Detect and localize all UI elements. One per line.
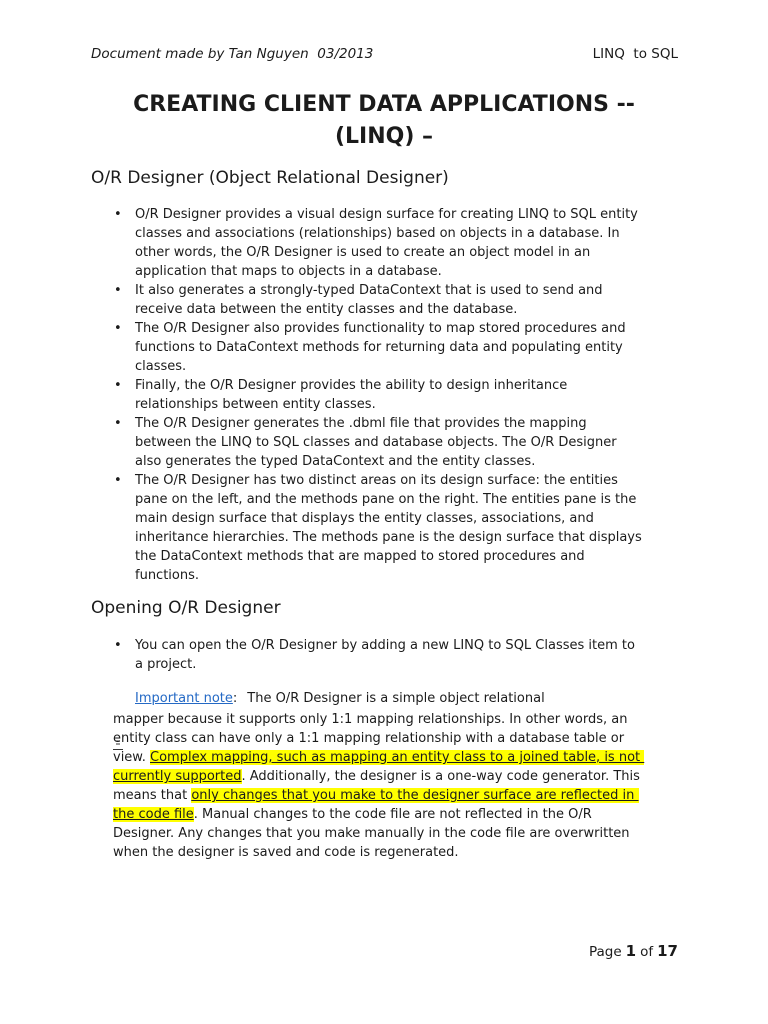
highlighted-text: currently supported [113, 769, 242, 784]
note-text: The O/R Designer is a simple object relational [247, 691, 545, 706]
text-line: pane on the left, and the methods pane on the right. The entities pane is the [135, 492, 637, 507]
bullet-text [135, 205, 713, 281]
text-line: the DataContext methods that are mapped to stored procedures and [135, 549, 585, 564]
bullet-item [113, 414, 713, 471]
text-line: Finally, the O/R Designer provides the ability to design inheritance [135, 378, 568, 393]
text-line: relationships between entity classes. [135, 397, 376, 412]
text-line: classes. [135, 359, 187, 374]
text-line: the code file. Manual changes to the code file are not reflected in the O/R [113, 807, 592, 822]
text-line: other words, the O/R Designer is used to create an object model in an [135, 245, 591, 260]
title-line: CREATING CLIENT DATA APPLICATIONS -- [133, 92, 635, 117]
bullet-text [135, 414, 713, 471]
bullet-icon: • [114, 321, 122, 336]
bullet-item [113, 471, 713, 585]
current-page-number: 1 [625, 942, 637, 960]
text-line: between the LINQ to SQL classes and database objects. The O/R Designer [135, 435, 617, 450]
bullet-icon: • [114, 207, 122, 222]
page-label: Page [588, 944, 622, 960]
text-line: mapper because it supports only 1:1 mapping relationships. In other words, an [113, 712, 628, 727]
bullet-icon: • [114, 416, 122, 431]
text-line: application that maps to objects in a database. [135, 264, 442, 279]
text-line: functions to DataContext methods for returning data and populating entity [135, 340, 623, 355]
bullet-text [135, 636, 713, 674]
page-footer [589, 941, 678, 962]
bullet-icon: • [114, 378, 122, 393]
text-line: classes and associations (relationships) based on objects in a database. In [135, 226, 620, 241]
page-title [0, 89, 768, 153]
text-line: You can open the O/R Designer by adding a new LINQ to SQL Classes item to [135, 638, 635, 653]
bullet-icon: • [114, 473, 122, 488]
note-colon: : [232, 691, 238, 706]
text-line: also generates the typed DataContext and the entity classes. [135, 454, 536, 469]
document-topic-header: LINQ to SQL [592, 46, 678, 62]
text-line: functions. [135, 568, 200, 583]
bullet-item [113, 205, 713, 281]
text-line: It also generates a strongly-typed DataContext that is used to send and [135, 283, 603, 298]
bullet-list [113, 205, 713, 585]
bullet-text [135, 471, 713, 585]
highlighted-text: only changes that you make to the designer surface are reflected in [191, 788, 639, 803]
text-line: entity class can have only a 1:1 mapping relationship with a database table or [113, 731, 625, 746]
text-line: a project. [135, 657, 197, 672]
highlighted-text: Complex mapping, such as mapping an entity class to a joined table, is not [150, 750, 645, 765]
document-author-header: Document made by Tan Nguyen 03/2013 [91, 46, 374, 62]
text-line: receive data between the entity classes and the database. [135, 302, 518, 317]
bullet-list [113, 636, 713, 674]
note-body [113, 710, 733, 862]
text-line: The O/R Designer also provides functionality to map stored procedures and [135, 321, 626, 336]
text-line: view. Complex mapping, such as mapping an entity class to a joined table, is not [113, 750, 645, 765]
text-line: The O/R Designer generates the .dbml file that provides the mapping [135, 416, 587, 431]
note-icon [113, 693, 123, 705]
bullet-item [113, 319, 713, 376]
bullet-icon: • [114, 638, 122, 653]
important-note-link[interactable]: Important note [135, 691, 233, 706]
text-line: when the designer is saved and code is regenerated. [113, 845, 459, 860]
bullet-item [113, 636, 713, 674]
section-heading-or-designer: O/R Designer (Object Relational Designer) [91, 168, 449, 188]
text-line: means that only changes that you make to the designer surface are reflected in [113, 788, 639, 803]
text-line: O/R Designer provides a visual design surface for creating LINQ to SQL entity [135, 207, 638, 222]
important-note [113, 687, 733, 862]
text-line: inheritance hierarchies. The methods pane is the design surface that displays [135, 530, 642, 545]
title-line: (LINQ) – [334, 124, 434, 149]
text-line: The O/R Designer has two distinct areas on its design surface: the entities [135, 473, 618, 488]
total-page-count: 17 [657, 942, 678, 960]
text-line: main design surface that displays the entity classes, associations, and [135, 511, 594, 526]
bullet-item [113, 281, 713, 319]
of-label: of [640, 944, 654, 960]
bullet-text [135, 376, 713, 414]
bullet-item [113, 376, 713, 414]
text-line: Designer. Any changes that you make manually in the code file are overwritten [113, 826, 630, 841]
bullet-text [135, 319, 713, 376]
note-first-line [113, 687, 733, 710]
text-line: currently supported. Additionally, the designer is a one-way code generator. This [113, 769, 640, 784]
bullet-text [135, 281, 713, 319]
section-heading-opening-or-designer: Opening O/R Designer [91, 598, 281, 618]
highlighted-text: the code file [113, 807, 194, 822]
bullet-icon: • [114, 283, 122, 298]
